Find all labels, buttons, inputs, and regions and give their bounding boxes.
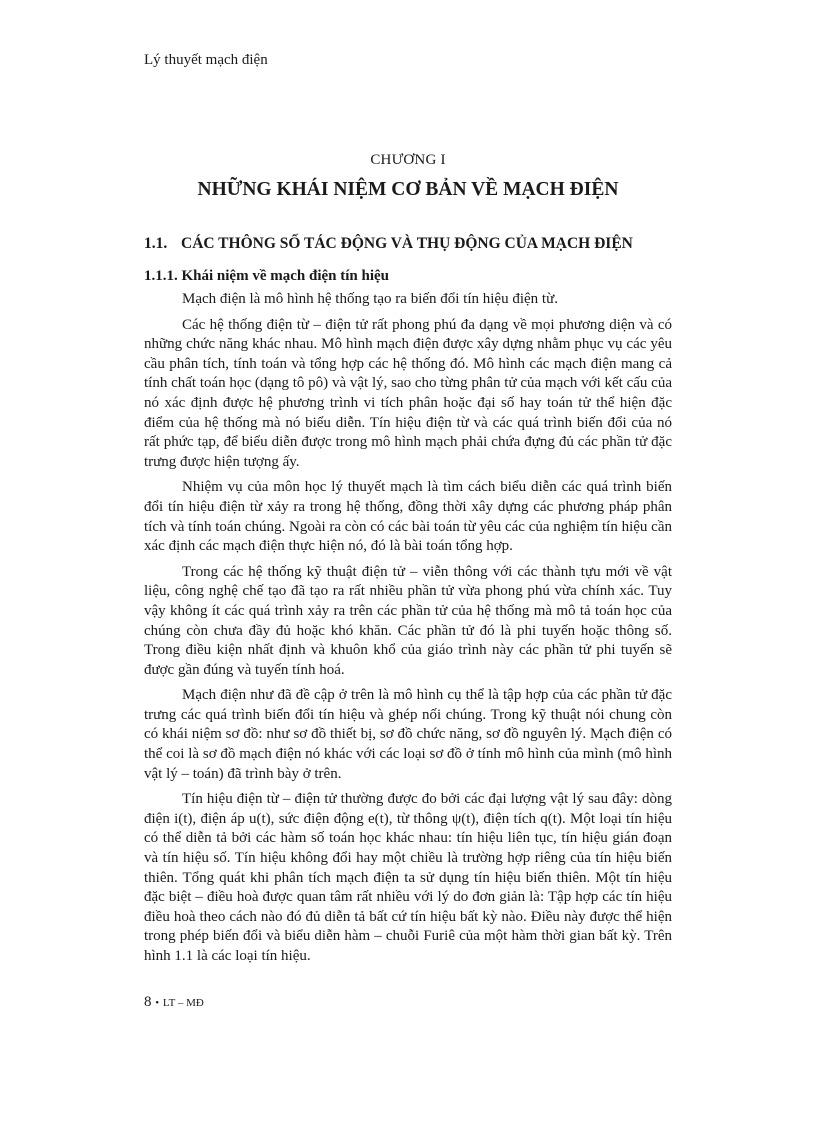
paragraph: Mạch điện như đã đề cập ở trên là mô hình cụ thể là tập hợp của các phần tử đặc trưng các quá trình biến đổi tín hiệu và ghép nối chúng. Trong kỹ thuật nói chung còn có khái niệm sơ đồ: như sơ đồ thiết bị, sơ đồ chức năng, sơ đồ nguyên lý. Mạch điện có thể coi là sơ đồ mạch điện nó khác với các loại sơ đồ ở tính mô hình của mình (mô hình vật lý – toán) đã trình bày ở trên. <box>144 687 672 782</box>
running-header: Lý thuyết mạch điện <box>144 52 268 68</box>
chapter-label: CHƯƠNG I <box>370 152 446 168</box>
section-number: 1.1. <box>144 235 168 252</box>
chapter-title: NHỮNG KHÁI NIỆM CƠ BẢN VỀ MẠCH ĐIỆN <box>197 179 619 200</box>
subsection-heading: 1.1.1. Khái niệm về mạch điện tín hiệu <box>144 268 390 284</box>
footer-bullet: • <box>155 997 160 1009</box>
page-number: 8 <box>144 994 152 1010</box>
paragraph: Mạch điện là mô hình hệ thống tạo ra biến đổi tín hiệu điện từ. <box>182 291 558 307</box>
section-title: CÁC THÔNG SỐ TÁC ĐỘNG VÀ THỤ ĐỘNG CỦA MẠCH ĐIỆN <box>181 235 633 252</box>
paragraph: Tín hiệu điện từ – điện tử thường được đo bởi các đại lượng vật lý sau đây: dòng điện i(t), điện áp u(t), sức điện động e(t), từ thông ψ(t), điện tích q(t). Một loại tín hiệu có thể diễn tả bởi các hàm số toán học khác nhau: tín hiệu liên tục, tín hiệu gián đoạn và tín hiệu số. Tín hiệu không đổi hay một chiều là trường hợp riêng của tín hiệu biến thiên. Tổng quát khi phân tích mạch điện ta sử dụng tín hiệu biến thiên. Một tín hiệu đặc biệt – điều hoà được quan tâm rất nhiều với lý do đơn giản là: Tập hợp các tín hiệu điều hoà theo cách nào đó đủ diễn tả bất cứ tín hiệu bất kỳ nào. Điều này được thể hiện trong phép biến đổi và biểu diễn hàm – chuỗi Furiê của một hàm thời gian bất kỳ. Trên hình 1.1 là các loại tín hiệu. <box>144 791 672 964</box>
paragraph: Nhiệm vụ của môn học lý thuyết mạch là tìm cách biểu diễn các quá trình biến đổi tín hiệu điện từ xảy ra trong hệ thống, đồng thời xây dựng các phương pháp phân tích và tính toán chúng. Ngoài ra còn có các bài toán từ yêu các của nghiệm tín hiệu cần xác định các mạch điện thực hiện nó, đó là bài toán tổng hợp. <box>144 479 672 555</box>
paragraph: Trong các hệ thống kỹ thuật điện tử – viễn thông với các thành tựu mới về vật liệu, công nghệ chế tạo đã tạo ra rất nhiều phần tử vừa phong phú vừa chính xác. Tuy vậy không ít các quá trình xảy ra trên các phần tử của hệ thống mà mô tả toán học của chúng còn chưa đầy đủ hoặc khó khăn. Các phần tử đó là phi tuyến hoặc thông số. Trong điều kiện nhất định và khuôn khổ của giáo trình này các phần tử phi tuyến sẽ được gần đúng và tuyến tính hoá. <box>144 563 672 678</box>
page-footer <box>144 992 204 1013</box>
body-text <box>144 290 672 973</box>
footer-label: LT – MĐ <box>162 997 204 1009</box>
paragraph: Các hệ thống điện từ – điện tử rất phong phú đa dạng về mọi phương diện và có những chức năng khác nhau. Mô hình mạch điện được xây dựng nhằm phục vụ các yêu cầu phân tích, tính toán và tổng hợp các hệ thống đó. Mô hình các mạch điện mang cả tính chất toán học (dạng tô pô) và vật lý, sao cho từng phân tử của mạch với kết cấu của nó xác định được hệ phương trình vi tích phân hoặc đại số hay toán tử thể hiện đặc điểm của hệ thống mà nó biểu diễn. Tín hiệu điện từ và các quá trình biến đổi của nó rất phức tạp, để biểu diễn được trong mô hình mạch phải chứa đựng đủ các phần tử đặc trưng được hiện tượng ấy. <box>144 316 672 470</box>
section-heading <box>144 233 633 255</box>
